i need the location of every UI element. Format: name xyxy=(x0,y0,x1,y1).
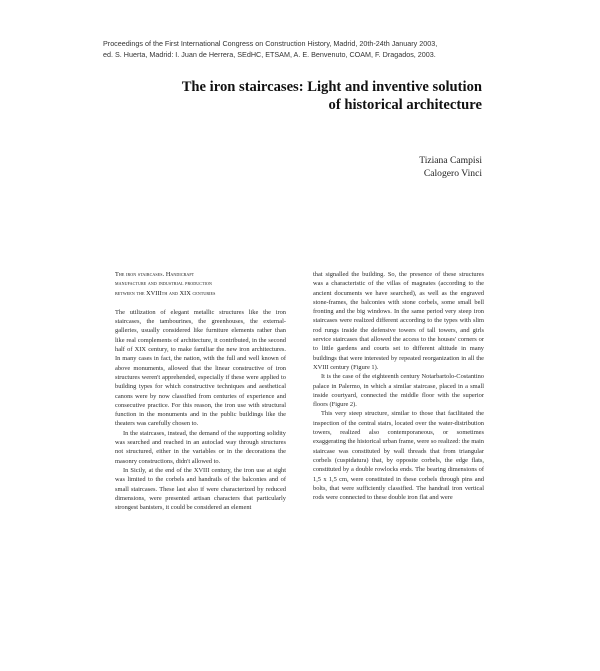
author-2: Calogero Vinci xyxy=(423,168,482,179)
right-column xyxy=(313,270,484,502)
section-heading-line-2: manufacture and industrial production xyxy=(115,280,212,288)
body-paragraph: In the staircases, instead, the demand of the supporting solidity was searched and reached in an autoclad way through structures not structured, either in the variables or in the decorations the masonry constructions, didn't allowed to. xyxy=(115,429,286,465)
authors xyxy=(300,154,482,180)
section-heading xyxy=(115,270,286,298)
paper-title xyxy=(150,78,482,114)
body-paragraph: that signalled the building. So, the presence of these structures was a characteristic of the villas of magnates (according to the ancient documents we have searched), as well as the engraved stone-frames, the balconies with stone corbels, some small bell fronting and the big windows. In the same period very steep iron staircases were realized different according to the types with slim rod rungs inside the defensive towers of tall towers, and girls service staircases that allowed the access to the houses' corners or to little gardens and courts set to different altitude in many buildings that were interested by repeated reorganization in all the XVIII century (Figure 1). xyxy=(313,271,484,371)
section-heading-line-1: The iron staircases. Handicraft xyxy=(115,271,195,278)
title-line-2: of historical architecture xyxy=(328,97,482,113)
body-paragraph: This very steep structure, similar to those that facilitated the inspection of the central stairs, located over the water-distribution towers, realized also contemporaneous, or sometimes exaggerating the historical urban frame, were so realized: the main staircase was constituted by wall threads that from triangular corbels (cuspidatura) that, by opposite corbels, the edge flats, constituted by a double rowlocks ends. The bearing dimensions of 1,5 x 1,5 cm, were constituted in these corbels through pins and bolts, that were sufficiently classified. The handrail iron vertical rods were connected to these double iron flat and were xyxy=(313,410,484,502)
header-line-2: ed. S. Huerta, Madrid: I. Juan de Herrera, SEdHC, ETSAM, A. E. Benvenuto, COAM, F. Dragados, 2003. xyxy=(103,50,436,59)
body-paragraph: The utilization of elegant metallic structures like the iron staircases, the tambourines, the greenhouses, the external-galleries, usually considered like furniture elements rather than like real complements of architecture, it contributed, in the second half of XIX century, to make familiar the new iron architectures. In many cases in fact, the nation, with the full and well known of above monuments, allowed that the linear constructive of iron structures weren't apprehended, especially if these were applied to building types for which constructive techniques and aesthetical canons were by now classified from centuries of experience and consecutive practice. For this reason, the iron use with structural function in the monuments and in the public buildings like the theaters was carefully chosen to. xyxy=(115,308,286,428)
proceedings-header xyxy=(103,38,503,60)
left-column xyxy=(115,270,286,512)
author-1: Tiziana Campisi xyxy=(419,155,482,166)
header-line-1: Proceedings of the First International Congress on Construction History, Madrid, 20th-24th January 2003, xyxy=(103,39,438,48)
title-line-1: The iron staircases: Light and inventive solution xyxy=(181,79,482,95)
section-heading-line-3: between the XVIIIth and XIX centuries xyxy=(115,289,216,297)
body-paragraph: It is the case of the eighteenth century Notarbartolo-Costantino palace in Palermo, in which a similar staircase, placed in a small inside courtyard, connected the middle floor with the superior floors (Figure 2). xyxy=(313,373,484,409)
body-paragraph: In Sicily, at the end of the XVIII century, the iron use at sight was limited to the corbels and handrails of the balconies and of small staircases. These last also if were characterized by reduced dimensions, were presented artisan characters that particularly strongest banisters, it could be considered an element xyxy=(115,466,286,512)
